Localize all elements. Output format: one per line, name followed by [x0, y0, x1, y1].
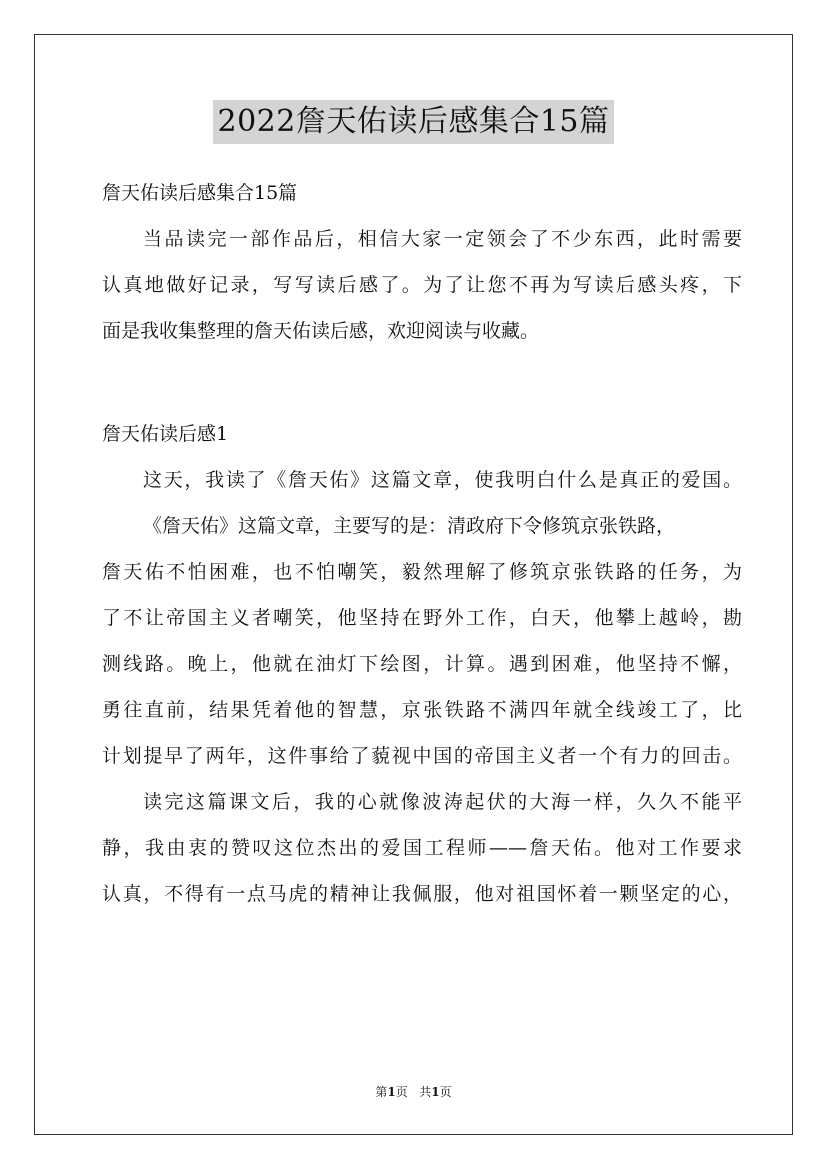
document-body [102, 170, 742, 917]
page-total: 1 [431, 1085, 440, 1099]
body-line: 计划提早了两年，这件事给了藐视中国的帝国主义者一个有力的回击。 [102, 745, 742, 767]
body-line: 《詹天佑》这篇文章，主要写的是：清政府下令修筑京张铁路， [143, 515, 676, 537]
page-prefix: 第 [375, 1085, 388, 1099]
page-current: 1 [387, 1085, 396, 1099]
total-prefix: 共 [419, 1085, 432, 1099]
document-title: 2022詹天佑读后感集合15篇 [213, 100, 613, 144]
body-line: 詹天佑不怕困难，也不怕嘲笑，毅然理解了修筑京张铁路的任务，为 [102, 561, 742, 583]
page-footer [0, 1083, 827, 1101]
body-line: 这天，我读了《詹天佑》这篇文章，使我明白什么是真正的爱国。 [143, 469, 742, 491]
total-suffix: 页 [439, 1085, 452, 1099]
intro-line: 认真地做好记录，写写读后感了。为了让您不再为写读后感头疼，下 [102, 274, 742, 296]
body-line: 了不让帝国主义者嘲笑，他坚持在野外工作，白天，他攀上越岭，勘 [102, 607, 742, 629]
body-line: 认真，不得有一点马虎的精神让我佩服，他对祖国怀着一颗坚定的心， [102, 883, 742, 905]
section-heading: 詹天佑读后感1 [102, 423, 229, 445]
body-line: 读完这篇课文后，我的心就像波涛起伏的大海一样，久久不能平 [143, 791, 742, 813]
body-line: 静，我由衷的赞叹这位杰出的爱国工程师——詹天佑。他对工作要求 [102, 837, 742, 859]
body-line: 测线路。晚上，他就在油灯下绘图，计算。遇到困难，他坚持不懈， [102, 653, 742, 675]
body-line: 勇往直前，结果凭着他的智慧，京张铁路不满四年就全线竣工了，比 [102, 699, 742, 721]
title-container [0, 100, 827, 144]
intro-line: 当品读完一部作品后，相信大家一定领会了不少东西，此时需要 [143, 228, 742, 250]
intro-line: 面是我收集整理的詹天佑读后感，欢迎阅读与收藏。 [102, 320, 540, 342]
paragraph-gap [102, 354, 742, 411]
subtitle: 詹天佑读后感集合15篇 [102, 182, 298, 204]
page-suffix: 页 [395, 1085, 408, 1099]
